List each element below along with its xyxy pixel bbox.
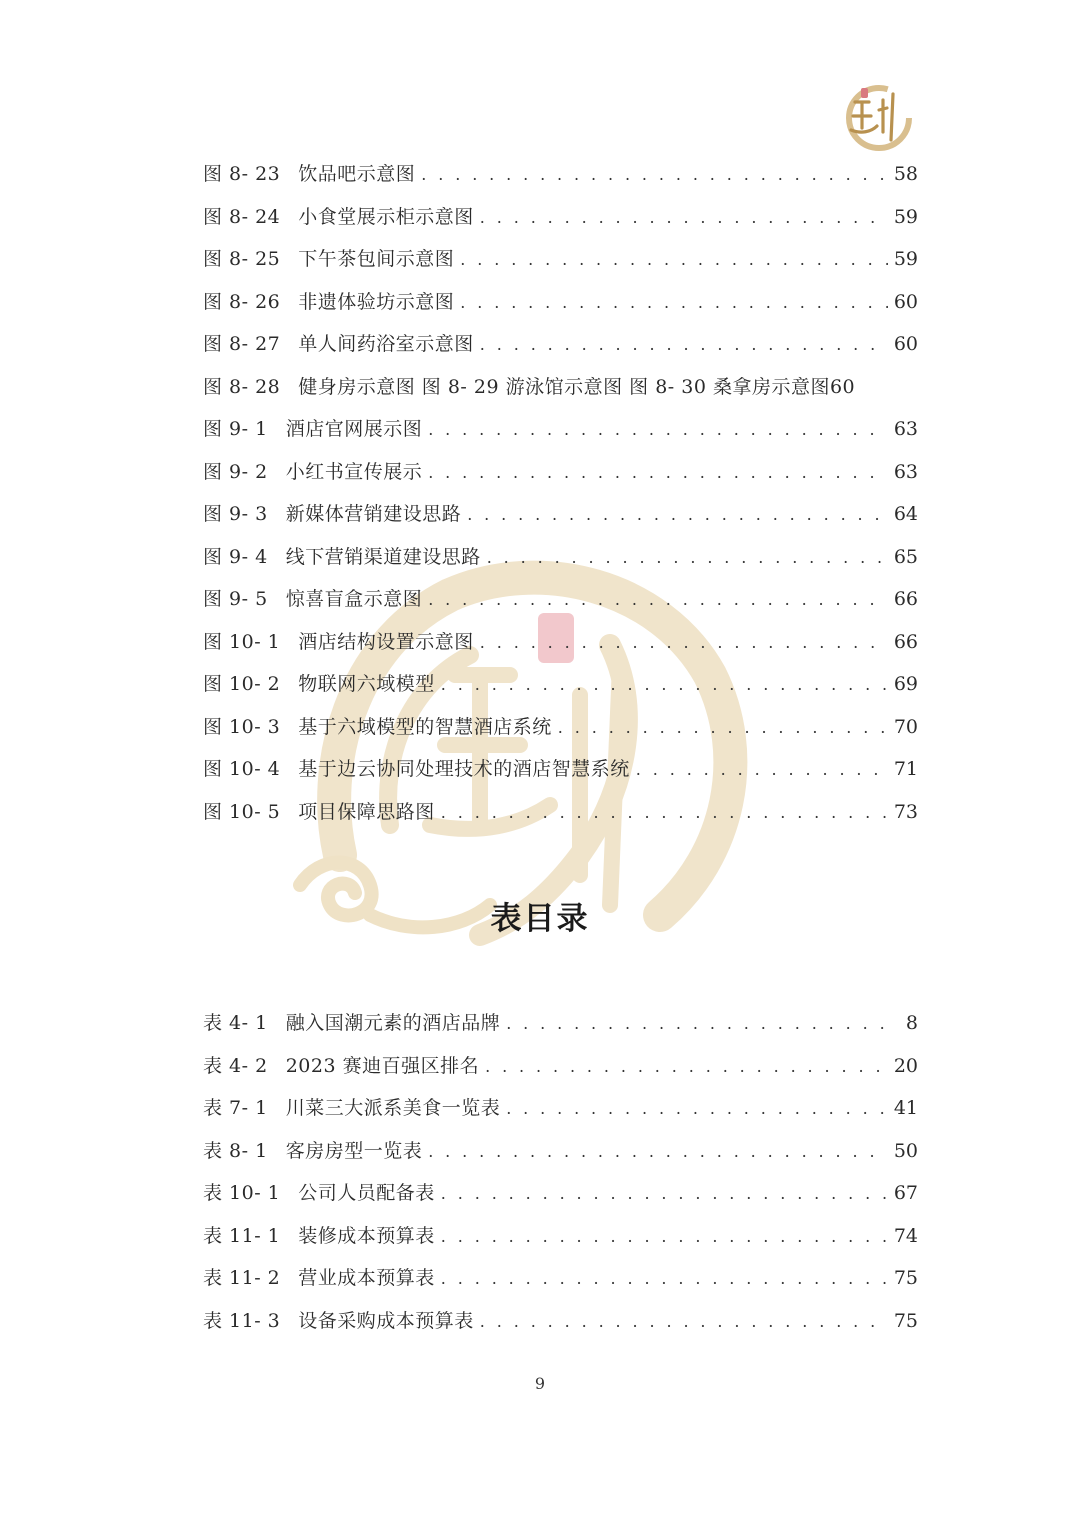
table-entry[interactable] [203, 1130, 918, 1173]
figure-entry[interactable] [203, 153, 918, 196]
entry-page: 20 [893, 1054, 918, 1077]
entry-number: 图 8- 24 [203, 205, 281, 228]
entry-page: 60 [893, 333, 918, 355]
table-entry[interactable] [203, 1257, 918, 1300]
entry-number: 图 9- 2 [203, 460, 268, 483]
figure-list [203, 153, 918, 833]
entry-number: 表 11- 2 [203, 1267, 281, 1289]
entry-number: 图 10- 1 [203, 630, 281, 653]
entry-page: 67 [893, 1182, 918, 1204]
entry-page: 65 [893, 545, 918, 568]
figure-entry[interactable] [203, 578, 918, 621]
entry-page: 60 [893, 290, 918, 313]
entry-page: 58 [893, 163, 918, 185]
entry-page: 64 [893, 503, 918, 525]
entry-number: 图 9- 4 [203, 545, 268, 568]
entry-page: 75 [893, 1309, 918, 1332]
figure-entry[interactable] [203, 366, 918, 409]
entry-page: 74 [893, 1224, 918, 1247]
table-entry[interactable] [203, 1172, 918, 1215]
entry-title: 基于六域模型的智慧酒店系统 [298, 715, 552, 738]
dot-leader [460, 282, 888, 325]
entry-number: 图 8- 23 [203, 163, 281, 185]
figure-entry[interactable] [203, 748, 918, 791]
entry-page: 8 [905, 1012, 918, 1034]
entry-number: 表 11- 1 [203, 1224, 281, 1247]
entry-number: 图 9- 5 [203, 588, 268, 610]
figure-entry[interactable] [203, 408, 918, 451]
entry-title: 客房房型一览表 [285, 1139, 423, 1162]
table-entry[interactable] [203, 1215, 918, 1258]
dot-leader [421, 154, 888, 197]
figure-entry[interactable] [203, 791, 918, 834]
entry-title: 非遗体验坊示意图 [298, 290, 455, 313]
entry-page: 66 [893, 630, 918, 653]
figure-entry[interactable] [203, 323, 918, 366]
table-entry[interactable] [203, 1300, 918, 1343]
tables-heading: 表目录 [490, 901, 590, 937]
entry-title: 项目保障思路图 [298, 800, 435, 823]
entry-page: 59 [893, 205, 918, 228]
entry-number: 图 8- 28 [203, 375, 281, 398]
entry-title: 基于边云协同处理技术的酒店智慧系统 [298, 758, 630, 780]
dot-leader [428, 452, 888, 495]
figure-entry[interactable] [203, 196, 918, 239]
entry-number: 图 10- 3 [203, 715, 281, 738]
entry-title: 饮品吧示意图 [298, 163, 416, 185]
dot-leader [485, 1046, 888, 1089]
entry-title: 下午茶包间示意图 [298, 248, 455, 270]
table-list [203, 1002, 918, 1342]
entry-number: 表 7- 1 [203, 1097, 268, 1119]
entry-title: 新媒体营销建设思路 [285, 503, 462, 525]
entry-title: 小食堂展示柜示意图 [298, 205, 474, 228]
dot-leader [480, 1301, 888, 1344]
figure-entry[interactable] [203, 451, 918, 494]
table-entry[interactable] [203, 1087, 918, 1130]
entry-number: 图 10- 2 [203, 673, 281, 695]
dot-leader [480, 622, 888, 665]
entry-number: 表 4- 2 [203, 1054, 268, 1077]
figure-entry[interactable] [203, 238, 918, 281]
dot-leader [487, 537, 888, 580]
entry-page: 73 [893, 800, 918, 823]
entry-number: 表 4- 1 [203, 1012, 268, 1034]
entry-page: 71 [893, 758, 918, 780]
entry-number: 图 10- 5 [203, 800, 281, 823]
entry-page: 59 [893, 248, 918, 270]
entry-page: 75 [893, 1267, 918, 1289]
entry-title: 2023 赛迪百强区排名 [285, 1054, 480, 1077]
entry-page: 66 [893, 588, 918, 610]
page-number: 9 [534, 1374, 546, 1393]
entry-number: 图 8- 27 [203, 333, 281, 355]
entry-title: 线下营销渠道建设思路 [285, 545, 481, 568]
figure-entry[interactable] [203, 281, 918, 324]
dot-leader [506, 1003, 890, 1046]
entry-number: 图 8- 25 [203, 248, 281, 270]
dot-leader [636, 749, 888, 792]
table-entry[interactable] [203, 1002, 918, 1045]
entry-number: 图 8- 26 [203, 290, 281, 313]
entry-title: 川菜三大派系美食一览表 [285, 1097, 501, 1119]
entry-number: 表 8- 1 [203, 1139, 268, 1162]
entry-page: 63 [893, 460, 918, 483]
dot-leader [441, 1258, 888, 1301]
entry-title: 酒店官网展示图 [285, 418, 423, 440]
entry-title: 公司人员配备表 [298, 1182, 435, 1204]
entry-number: 表 11- 3 [203, 1309, 281, 1332]
entry-title: 装修成本预算表 [298, 1224, 435, 1247]
dot-leader [441, 792, 888, 835]
entry-title: 设备采购成本预算表 [298, 1309, 474, 1332]
dot-leader [428, 409, 888, 452]
dot-leader [506, 1088, 888, 1131]
dot-leader [467, 494, 888, 537]
figure-entry[interactable] [203, 706, 918, 749]
entry-title: 小红书宣传展示 [285, 460, 423, 483]
entry-title: 单人间药浴室示意图 [298, 333, 474, 355]
entry-page: 41 [893, 1097, 918, 1119]
figure-entry[interactable] [203, 663, 918, 706]
figure-entry[interactable] [203, 621, 918, 664]
dot-leader [441, 664, 888, 707]
figure-entry[interactable] [203, 536, 918, 579]
corner-logo [835, 80, 915, 155]
entry-title: 惊喜盲盒示意图 [285, 588, 423, 610]
dot-leader [441, 1173, 888, 1216]
dot-leader [441, 1216, 888, 1259]
entry-number: 图 10- 4 [203, 758, 281, 780]
entry-page: 50 [893, 1139, 918, 1162]
dot-leader [428, 579, 888, 622]
dot-leader [460, 239, 888, 282]
dot-leader [480, 324, 888, 367]
dot-leader [558, 707, 888, 750]
entry-page: 63 [893, 418, 918, 440]
entry-title: 酒店结构设置示意图 [298, 630, 474, 653]
dot-leader [480, 197, 888, 240]
entry-title: 融入国潮元素的酒店品牌 [285, 1012, 501, 1034]
table-entry[interactable] [203, 1045, 918, 1088]
entry-title: 营业成本预算表 [298, 1267, 435, 1289]
entry-page: 70 [893, 715, 918, 738]
entry-title: 物联网六域模型 [298, 673, 435, 695]
entry-page: 69 [893, 673, 918, 695]
entry-number: 图 9- 3 [203, 503, 268, 525]
entry-number: 图 9- 1 [203, 418, 268, 440]
figure-entry[interactable] [203, 493, 918, 536]
dot-leader [428, 1131, 888, 1174]
entry-title: 健身房示意图 图 8- 29 游泳馆示意图 图 8- 30 桑拿房示意图60 [298, 375, 856, 398]
entry-number: 表 10- 1 [203, 1182, 281, 1204]
